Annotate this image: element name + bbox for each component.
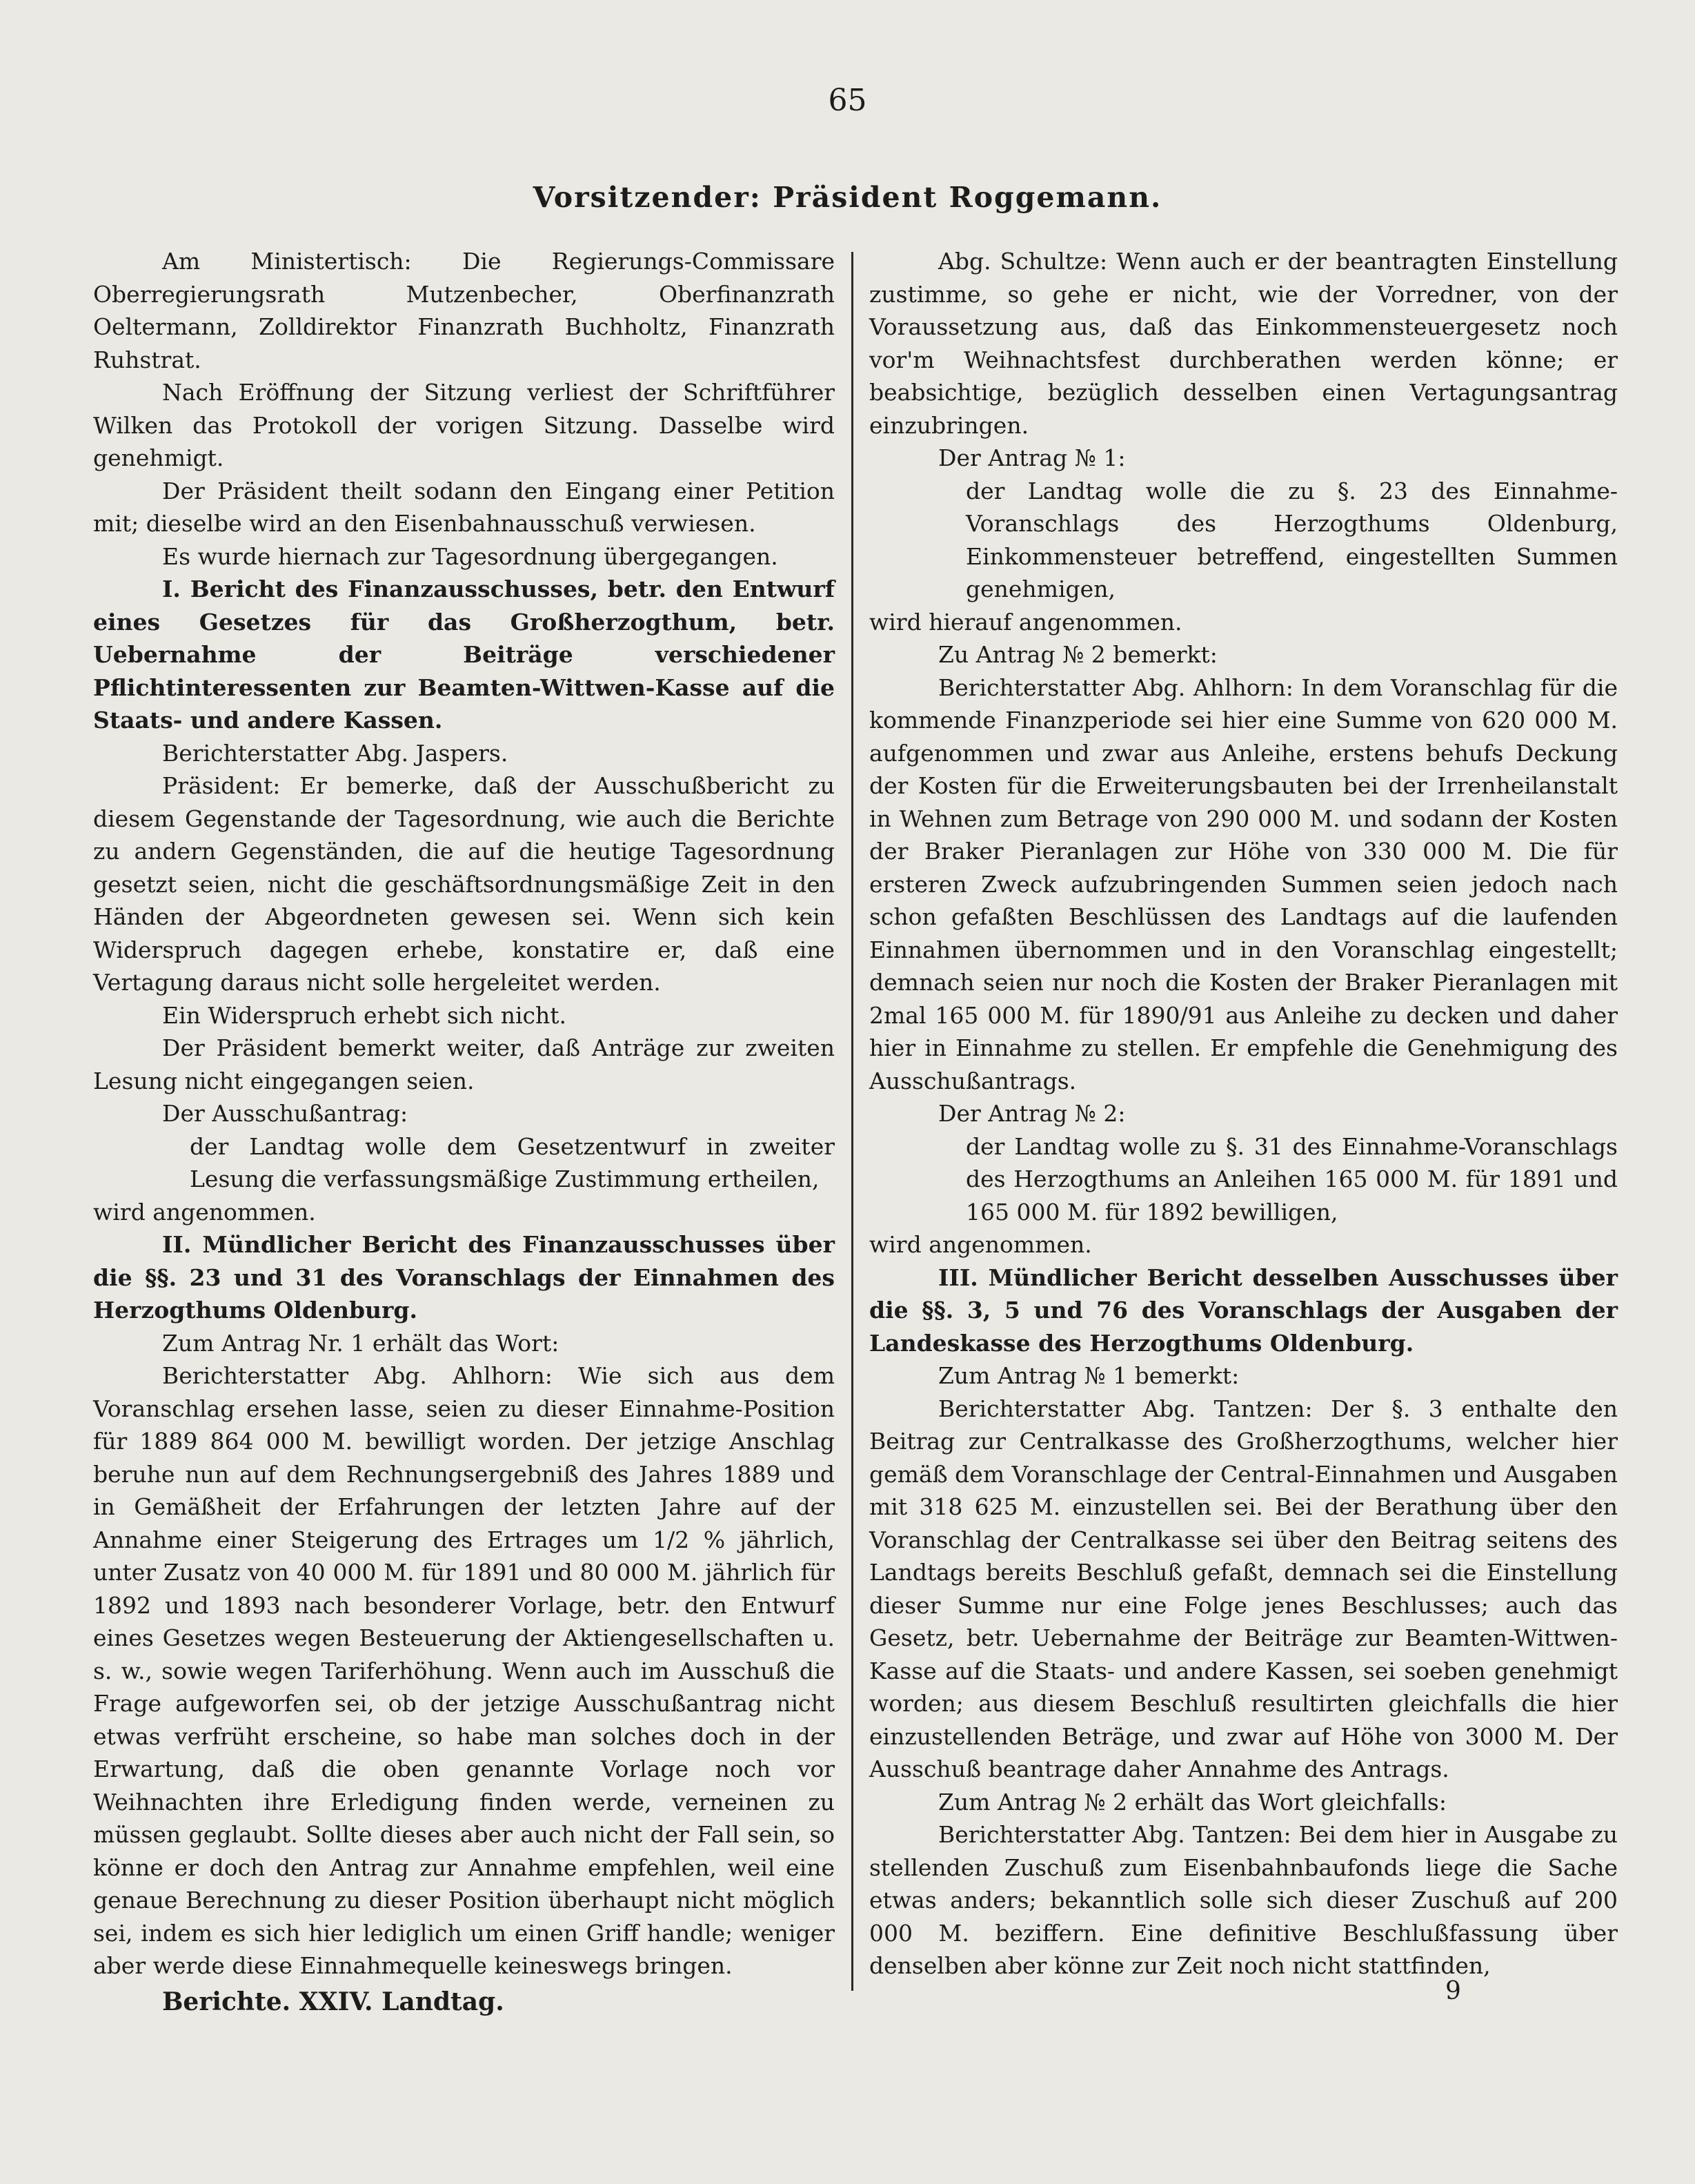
chair-heading: Vorsitzender: Präsident Roggemann. — [533, 181, 1162, 214]
right-column — [869, 245, 1618, 1983]
left-paragraph: Berichterstatter Abg. Jaspers. — [162, 739, 508, 767]
left-paragraph: Am Ministertisch: Die Regierungs-Commissare Oberregierungsrath Mutzenbecher, Oberfinanzrath Oeltermann, Zolldirektor Finanzrath Buchholtz, Finanzrath Ruhstrat. — [93, 248, 835, 373]
right-paragraph: Der Antrag № 2: — [938, 1100, 1126, 1127]
left-paragraph: Präsident: Er bemerke, daß der Ausschußbericht zu diesem Gegenstande der Tagesordnung, wie auch die Berichte zu andern Gegenständen, die auf die heutige Tagesordnung gesetzt seien, nicht die geschäftsordnungsmäßige Zeit in den Händen der Abgeordneten gewesen sei. Wenn sich kein Widerspruch dagegen erhebe, konstatire er, daß eine Vertagung daraus nicht solle hergeleitet werden. — [93, 772, 835, 996]
left-paragraph: Ein Widerspruch erhebt sich nicht. — [162, 1001, 566, 1029]
left-column — [93, 245, 835, 1983]
right-paragraph: Berichterstatter Abg. Tantzen: Bei dem hier in Ausgabe zu stellenden Zuschuß zum Eisenbahnbaufonds liege die Sache etwas anders; bekanntlich solle sich dieser Zuschuß auf 200 000 M. beziffern. Eine definitive Beschlußfassung über denselben aber könne zur Zeit noch nicht stattfinden, — [869, 1821, 1618, 1979]
section-heading-3: III. Mündlicher Bericht desselben Ausschusses über die §§. 3, 5 und 76 des Voranschlags der Ausgaben der Landeskasse des Herzogthums Oldenburg. — [869, 1263, 1618, 1357]
right-paragraph: Abg. Schultze: Wenn auch er der beantragten Einstellung zustimme, so gehe er nicht, wie der Vorredner, von der Voraussetzung aus, daß das Einkommensteuergesetz noch vor'm Weihnachtsfest durchberathen werden könne; er beabsichtige, bezüglich desselben einen Vertagungsantrag einzubringen. — [869, 248, 1618, 439]
right-paragraph: wird hierauf angenommen. — [869, 608, 1182, 636]
left-paragraph: Zum Antrag Nr. 1 erhält das Wort: — [162, 1329, 559, 1357]
left-paragraph: Nach Eröffnung der Sitzung verliest der Schriftführer Wilken das Protokoll der vorigen Sitzung. Dasselbe wird genehmigt. — [93, 379, 835, 471]
section-heading-2: II. Mündlicher Bericht des Finanzausschusses über die §§. 23 und 31 des Voranschlags der Einnahmen des Herzogthums Oldenburg. — [93, 1231, 835, 1324]
footer-sheet-number: 9 — [1445, 1977, 1461, 2005]
left-paragraph: Der Präsident bemerkt weiter, daß Anträge zur zweiten Lesung nicht eingegangen seien. — [93, 1034, 835, 1094]
section-heading-1: I. Bericht des Finanzausschusses, betr. den Entwurf eines Gesetzes für das Großherzogthum, betr. Uebernahme der Beiträge verschiedener Pflichtinteressenten zur Beamten-Wittwen-Kasse auf die Staats- und andere Kassen. — [93, 575, 835, 734]
right-paragraph: Zu Antrag № 2 bemerkt: — [938, 641, 1218, 668]
left-paragraph: Der Präsident theilt sodann den Eingang einer Petition mit; dieselbe wird an den Eisenbahnausschuß verwiesen. — [93, 477, 835, 537]
left-paragraph: Berichterstatter Abg. Ahlhorn: Wie sich aus dem Voranschlag ersehen lasse, seien zu dieser Einnahme-Position für 1889 864 000 M. bewilligt worden. Der jetzige Anschlag beruhe nun auf dem Rechnungsergebniß des Jahres 1889 und in Gemäßheit der Erfahrungen der letzten Jahre auf der Annahme einer Steigerung des Ertrages um 1/2 % jährlich, unter Zusatz von 40 000 M. für 1891 und 80 000 M. jährlich für 1892 und 1893 nach besonderer Vorlage, betr. den Entwurf eines Gesetzes wegen Besteuerung der Aktiengesellschaften u. s. w., sowie wegen Tariferhöhung. Wenn auch im Ausschuß die Frage aufgeworfen sei, ob der jetzige Ausschußantrag nicht etwas verfrüht erscheine, so habe man solches doch in der Erwartung, daß die oben genannte Vorlage noch vor Weihnachten ihre Erledigung finden werde, verneinen zu müssen geglaubt. Sollte dieses aber auch nicht der Fall sein, so könne er doch den Antrag zur Annahme empfehlen, weil eine genaue Berechnung zu dieser Position überhaupt nicht möglich sei, indem es sich hier lediglich um einen Griff handle; weniger aber werde diese Einnahmequelle keineswegs bringen. — [93, 1362, 835, 1979]
left-paragraph: Es wurde hiernach zur Tagesordnung übergegangen. — [162, 542, 778, 570]
right-motion-text: der Landtag wolle die zu §. 23 des Einnahme-Voranschlags des Herzogthums Oldenburg, Einkommensteuer betreffend, eingestellten Summen genehmigen, — [966, 477, 1618, 602]
right-paragraph: Berichterstatter Abg. Ahlhorn: In dem Voranschlag für die kommende Finanzperiode sei hier eine Summe von 620 000 M. aufgenommen und zwar aus Anleihe, erstens behufs Deckung der Kosten für die Erweiterungsbauten bei der Irrenheilanstalt in Wehnen zum Betrage von 290 000 M. und sodann der Kosten der Braker Pieranlagen zur Höhe von 330 000 M. Die für ersteren Zweck aufzubringenden Summen seien jedoch nach schon gefaßten Beschlüssen des Landtags auf die laufenden Einnahmen übernommen und in den Voranschlag eingestellt; demnach seien nur noch die Kosten der Braker Pieranlagen mit 2mal 165 000 M. für 1890/91 aus Anleihe zu decken und daher hier in Einnahme zu stellen. Er empfehle die Genehmigung des Ausschußantrags. — [869, 673, 1618, 1094]
left-paragraph: Der Ausschußantrag: — [162, 1100, 408, 1127]
column-divider — [851, 252, 853, 1991]
left-paragraph: wird angenommen. — [93, 1198, 316, 1226]
footer-signature: Berichte. XXIV. Landtag. — [162, 1987, 504, 2016]
page-number: 65 — [828, 83, 867, 118]
right-paragraph: wird angenommen. — [869, 1231, 1092, 1258]
right-paragraph: Zum Antrag № 1 bemerkt: — [938, 1362, 1240, 1389]
right-paragraph: Berichterstatter Abg. Tantzen: Der §. 3 enthalte den Beitrag zur Centralkasse des Großherzogthums, welcher hier gemäß dem Voranschlage der Central-Einnahmen und Ausgaben mit 318 625 M. einzustellen sei. Bei der Berathung über den Voranschlag der Centralkasse sei über den Beitrag seitens des Landtags bereits Beschluß gefaßt, demnach sei die Einstellung dieser Summe nur eine Folge jenes Beschlusses; auch das Gesetz, betr. Uebernahme der Beiträge zur Beamten-Wittwen-Kasse auf die Staats- und andere Kassen, sei soeben genehmigt worden; aus diesem Beschluß resultirten gleichfalls die hier einzustellenden Beträge, und zwar auf Höhe von 3000 M. Der Ausschuß beantrage daher Annahme des Antrags. — [869, 1395, 1618, 1782]
right-paragraph: Zum Antrag № 2 erhält das Wort gleichfalls: — [938, 1788, 1447, 1816]
right-motion-text: der Landtag wolle zu §. 31 des Einnahme-Voranschlags des Herzogthums an Anleihen 165 000 M. für 1891 und 165 000 M. für 1892 bewilligen, — [966, 1132, 1618, 1226]
right-paragraph: Der Antrag № 1: — [938, 444, 1126, 471]
left-motion-text: der Landtag wolle dem Gesetzentwurf in zweiter Lesung die verfassungsmäßige Zustimmung ertheilen, — [190, 1132, 835, 1192]
